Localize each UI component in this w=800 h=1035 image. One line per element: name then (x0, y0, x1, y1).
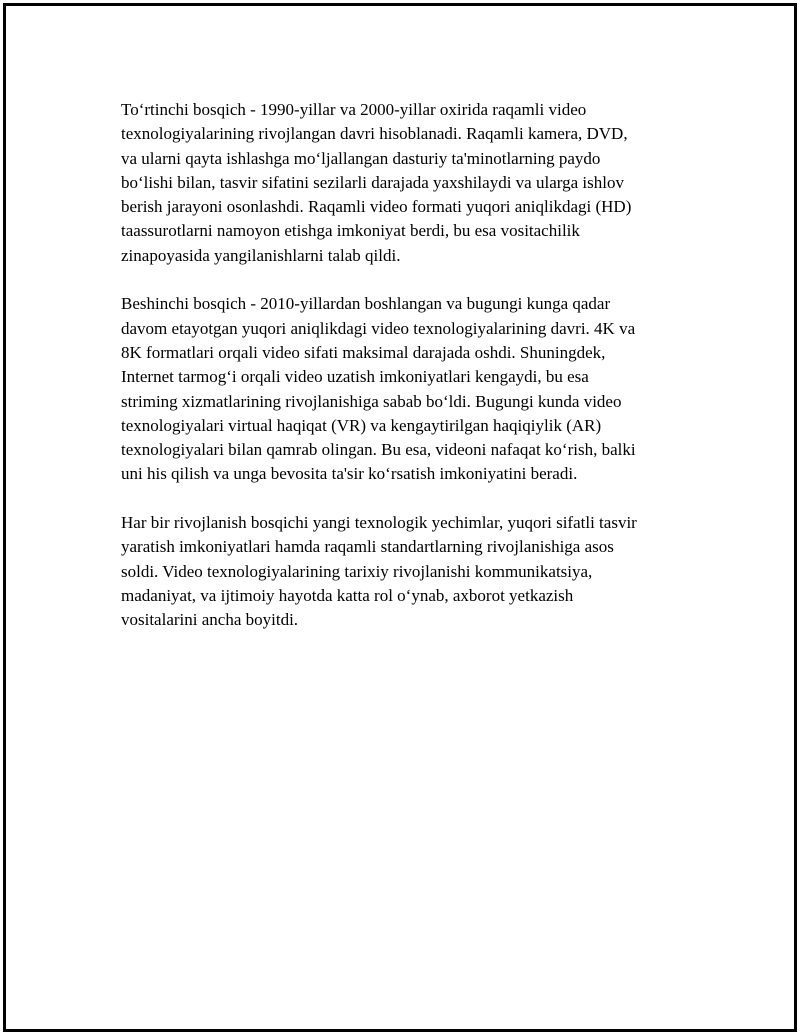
paragraph-fifth-stage: Beshinchi bosqich - 2010-yillardan boshlangan va bugungi kunga qadar davom etayotgan yuqori aniqlikdagi video texnologiyalarining davri. 4K va 8K formatlari orqali video sifati maksimal darajada oshdi. Shuningdek, Internet tarmog‘i orqali video uzatish imkoniyatlari kengaydi, bu esa striming xizmatlarining rivojlanishiga sabab bo‘ldi. Bugungi kunda video texnologiyalari virtual haqiqat (VR) va kengaytirilgan haqiqiylik (AR) texnologiyalari bilan qamrab olingan. Bu esa, videoni nafaqat ko‘rish, balki uni his qilish va unga bevosita ta'sir ko‘rsatish imkoniyatini beradi. (121, 294, 636, 484)
page-frame (3, 3, 797, 1032)
paragraph-fourth-stage: To‘rtinchi bosqich - 1990-yillar va 2000-yillar oxirida raqamli video texnologiyalarining rivojlangan davri hisoblanadi. Raqamli kamera, DVD, va ularni qayta ishlashga mo‘ljallangan dasturiy ta'minotlarning paydo bo‘lishi bilan, tasvir sifatini sezilarli darajada yaxshilaydi va ularga ishlov berish jarayoni osonlashdi. Raqamli video formati yuqori aniqlikdagi (HD) taassurotlarni namoyon etishga imkoniyat berdi, bu esa vositachilik zinapoyasida yangilanishlarni talab qildi. (121, 100, 632, 265)
document-body (121, 98, 701, 657)
paragraph-conclusion: Har bir rivojlanish bosqichi yangi texnologik yechimlar, yuqori sifatli tasvir yaratish imkoniyatlari hamda raqamli standartlarning rivojlanishiga asos soldi. Video texnologiyalarining tarixiy rivojlanishi kommunikatsiya, madaniyat, va ijtimoiy hayotda katta rol o‘ynab, axborot yetkazish vositalarini ancha boyitdi. (121, 513, 637, 630)
